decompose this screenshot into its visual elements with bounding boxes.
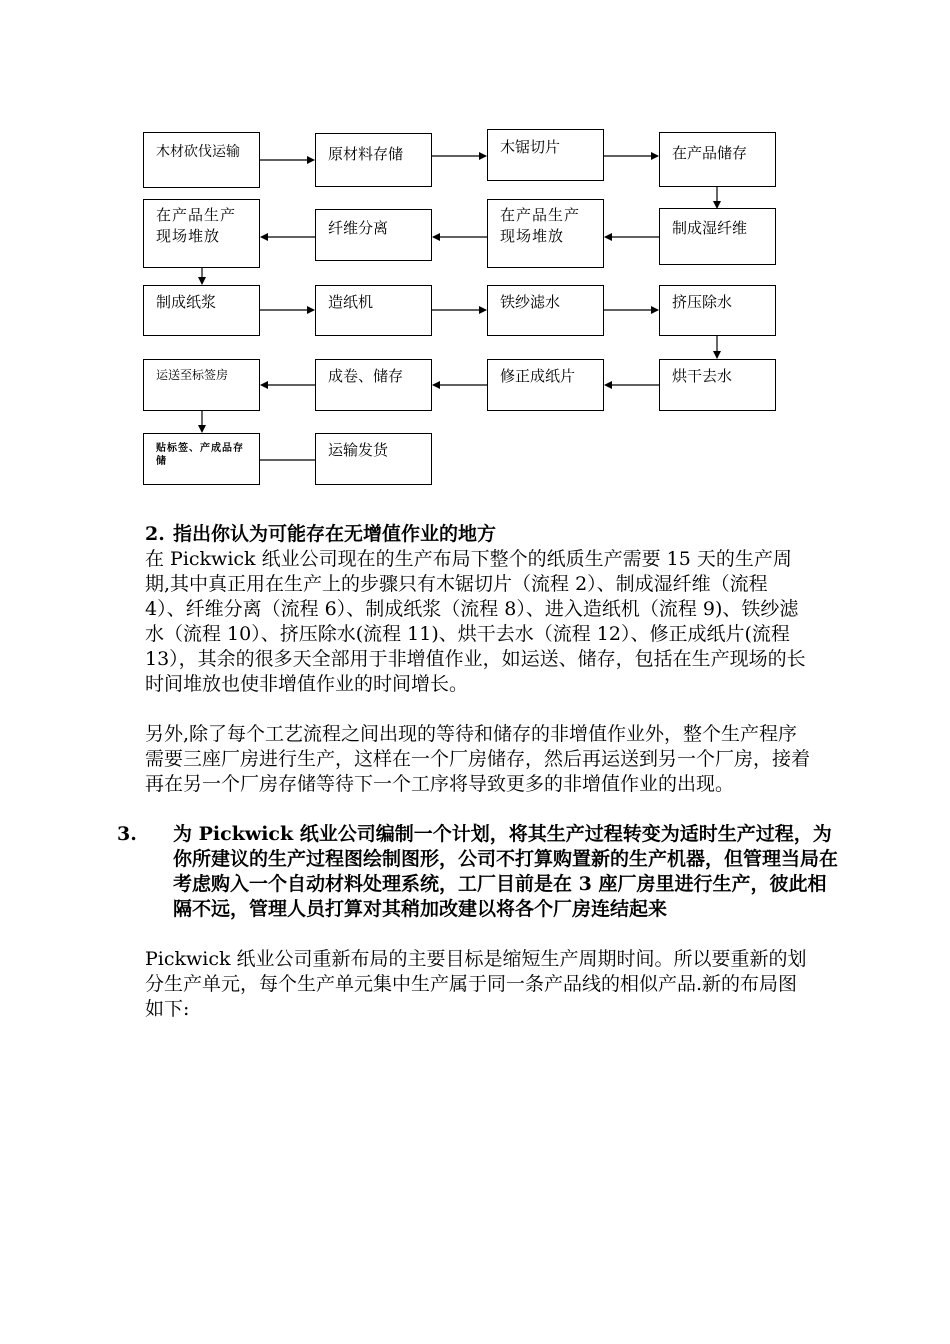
flow-box-8: 制成湿纤维 [659, 208, 776, 265]
flow-box-14: 成卷、储存 [315, 359, 432, 411]
flow-box-18: 运输发货 [315, 433, 432, 485]
flow-box-4: 在产品储存 [659, 132, 776, 187]
section3-title: 为 Pickwick 纸业公司编制一个计划，将其生产过程转变为适时生产过程，为你所建议的生产过程图绘制图形，公司不打算购置新的生产机器，但管理当局在考虑购入一个自动材料处理系统，工厂目前是在 3 座厂房里进行生产，彼此相隔不远，管理人员打算对其稍加改建以将各个厂房连结起来 [173, 823, 839, 920]
flow-box-17: 贴标签、产成品存储 [143, 433, 260, 485]
flow-box-16: 烘干去水 [659, 359, 776, 411]
section3-number: 3. [117, 823, 137, 845]
section2-paragraph-2: 另外,除了每个工艺流程之间出现的等待和储存的非增值作业外，整个生产程序需要三座厂房进行生产，这样在一个厂房储存，然后再运送到另一个厂房，接着再在另一个厂房存储等待下一个工序将导致更多的非增值作业的出现。 [145, 723, 811, 795]
flow-box-12: 挤压除水 [659, 285, 776, 336]
section2-number: 2. [145, 523, 165, 545]
section3-paragraph-1: Pickwick 纸业公司重新布局的主要目标是缩短生产周期时间。所以要重新的划分生产单元，每个生产单元集中生产属于同一条产品线的相似产品.新的布局图如下: [145, 948, 807, 1020]
section2-paragraph-1: 在 Pickwick 纸业公司现在的生产布局下整个的纸质生产需要 15 天的生产周期,其中真正用在生产上的步骤只有木锯切片（流程 2）、制成湿纤维（流程 4）、纤维分离（流程 6）、制成纸浆（流程 8）、进入造纸机（流程 9)、铁纱滤水（流程 10）、挤压除水(流程 11)、烘干去水（流程 12）、修正成纸片(流程 13），其余的很多天全部用于非增值作业，如运送、储存，包括在生产现场的长时间堆放也使非增值作业的时间增长。 [145, 548, 806, 695]
section3-heading [117, 822, 839, 922]
flow-box-5: 在产品生产现场堆放 [143, 199, 260, 268]
flow-box-2: 原材料存储 [315, 133, 432, 187]
section2-heading [145, 522, 810, 547]
flow-box-9: 制成纸浆 [143, 285, 260, 336]
flow-box-6: 纤维分离 [315, 209, 432, 261]
flow-box-11: 铁纱滤水 [487, 285, 604, 336]
flow-box-13: 运送至标签房 [143, 359, 260, 411]
flow-box-10: 造纸机 [315, 285, 432, 336]
flow-box-15: 修正成纸片 [487, 359, 604, 411]
flow-box-7: 在产品生产现场堆放 [487, 199, 604, 268]
section2-title: 指出你认为可能存在无增值作业的地方 [173, 523, 497, 545]
flow-box-1: 木材砍伐运输 [143, 132, 260, 188]
flow-box-3: 木锯切片 [487, 129, 604, 181]
